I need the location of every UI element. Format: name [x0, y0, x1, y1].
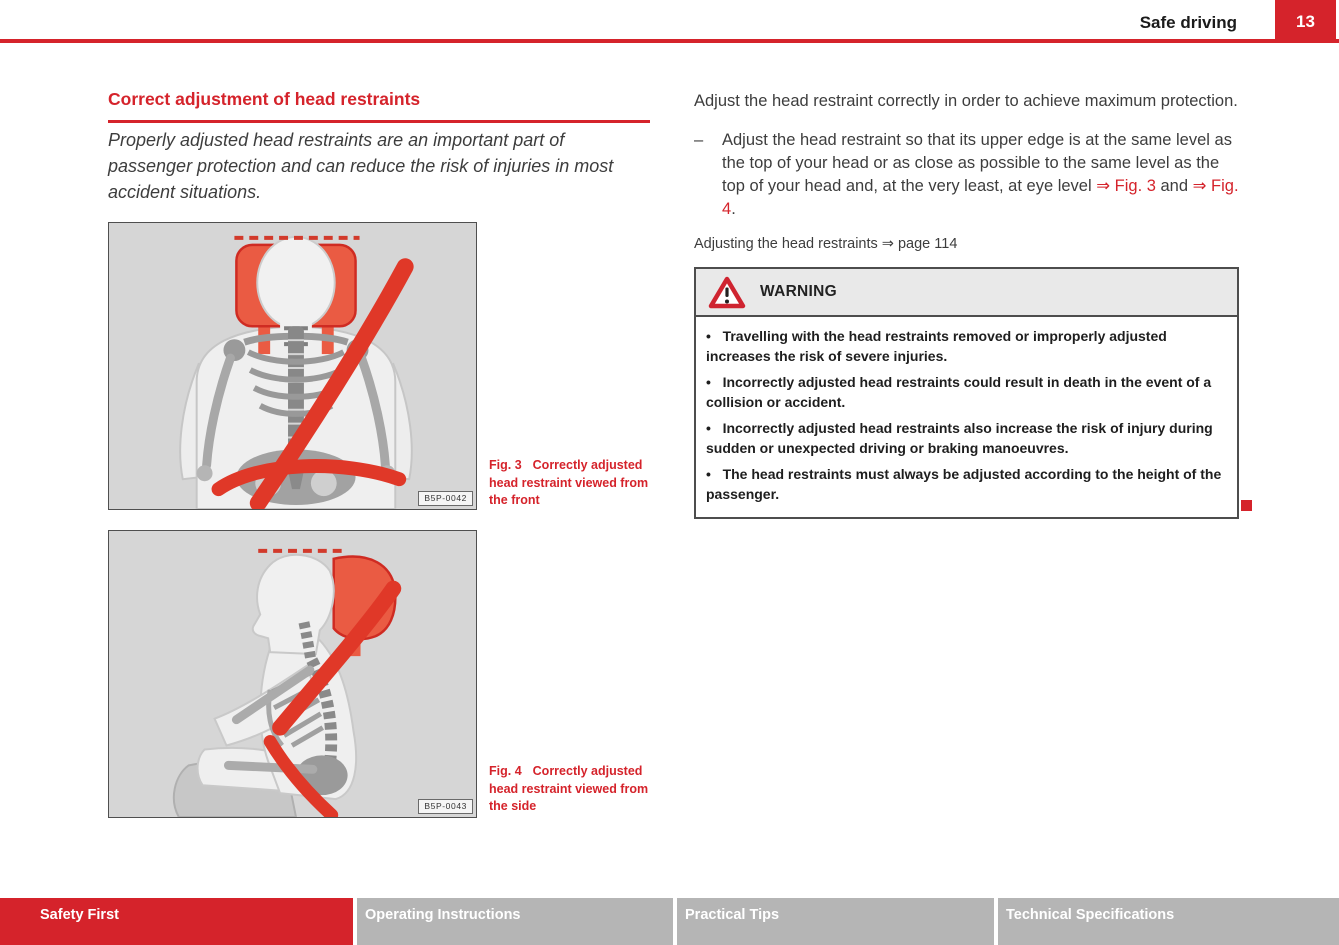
- dash-bullet: –: [694, 131, 704, 149]
- warning-header: [696, 269, 1237, 317]
- tab-practical-tips[interactable]: Practical Tips: [677, 898, 994, 945]
- instruction-text: [722, 129, 1239, 221]
- figure-4-image: [108, 530, 477, 818]
- tab-technical-specifications[interactable]: Technical Specifications: [998, 898, 1339, 945]
- header-rule: [0, 39, 1339, 43]
- figure-3-number: Fig. 3: [489, 458, 522, 472]
- figure-4-number: Fig. 4: [489, 764, 522, 778]
- section-title: Safe driving: [1139, 13, 1237, 32]
- image-code-label: B5P-0042: [418, 491, 473, 506]
- warning-box: [694, 267, 1239, 519]
- page-cross-reference[interactable]: Adjusting the head restraints ⇒ page 114: [694, 236, 958, 252]
- warning-bullet: • Incorrectly adjusted head restraints could result in death in the event of a collision or accident.: [706, 372, 1225, 412]
- figure-3-image: [108, 222, 477, 510]
- front-view-illustration: [109, 223, 476, 509]
- warning-bullet: • Travelling with the head restraints removed or improperly adjusted increases the risk of severe injuries.: [706, 326, 1225, 366]
- lead-paragraph: Adjust the head restraint correctly in order to achieve maximum protection.: [694, 92, 1238, 110]
- warning-triangle-icon: [708, 276, 746, 309]
- figure-4-caption: [489, 763, 661, 816]
- right-column: [694, 90, 1239, 519]
- fig4-reference-link[interactable]: ⇒ Fig. 4: [722, 177, 1239, 218]
- warning-bullet: • The head restraints must always be adjusted according to the height of the passenger.: [706, 464, 1225, 504]
- sentence-period: .: [731, 200, 736, 218]
- warning-bullet: • Incorrectly adjusted head restraints also increase the risk of injury during sudden or unexpected driving or braking manoeuvres.: [706, 418, 1225, 458]
- tab-safety-first[interactable]: Safety First: [0, 898, 353, 945]
- image-code-label: B5P-0043: [418, 799, 473, 814]
- intro-paragraph: Properly adjusted head restraints are an important part of passenger protection and can reduce the risk of injuries in most accident situations.: [108, 130, 614, 202]
- page-number-badge: 13: [1275, 0, 1336, 43]
- conjunction-text: and: [1155, 177, 1193, 195]
- instruction-body: Adjust the head restraint so that its upper edge is at the same level as the top of your head or as close as possible to the same level as the top of your head and, at the very least, at eye level: [722, 131, 1232, 195]
- figure-3-caption: [489, 457, 661, 510]
- tab-operating-instructions[interactable]: Operating Instructions: [357, 898, 673, 945]
- figure-3-caption-text: Correctly adjusted head restraint viewed from the front: [489, 458, 649, 507]
- instruction-item: [694, 129, 1239, 221]
- page-heading: Correct adjustment of head restraints: [108, 89, 650, 123]
- warning-bullet-list: [696, 317, 1237, 517]
- fig3-reference-link[interactable]: ⇒ Fig. 3: [1096, 177, 1156, 195]
- section-end-marker: [1241, 500, 1252, 511]
- side-view-illustration: [109, 531, 476, 817]
- figure-4-caption-text: Correctly adjusted head restraint viewed from the side: [489, 764, 649, 813]
- warning-title: WARNING: [760, 283, 838, 300]
